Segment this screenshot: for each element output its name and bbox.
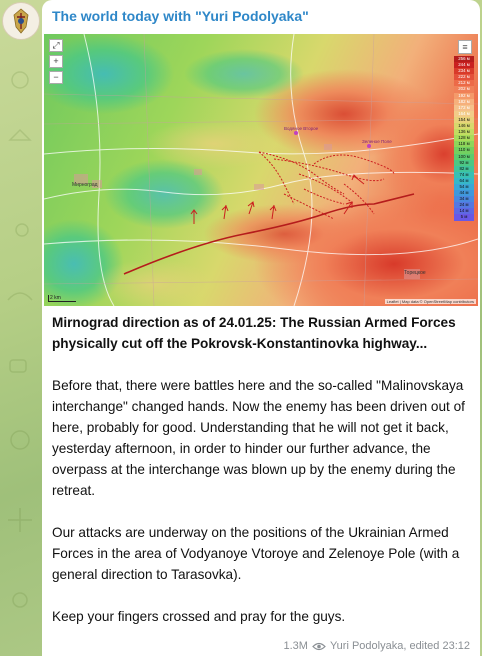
map-label-mirnograd: Мирноград (72, 182, 98, 188)
legend-row: 118 м (454, 141, 474, 147)
post-paragraph-1: Before that, there were battles here and the so-called "Malinovskaya interchange" changed hands. Now the enemy has been driven out of here, probably for good. Understanding that he will not get it back, yesterday afternoon, in order to hinder our further advance, the overpass at the interchange was blown up by the enemy during the retreat. (52, 378, 465, 498)
coat-of-arms-icon (3, 3, 39, 39)
map-attribution[interactable]: Leaflet | Map data © OpenStreetMap contributors (386, 299, 474, 304)
legend-row: 192 м (454, 93, 474, 99)
legend-row: 136 м (454, 129, 474, 135)
channel-name[interactable]: The world today with "Yuri Podolyaka" (52, 8, 309, 24)
legend-row: 64 м (454, 178, 474, 184)
map-scale: 2 km (48, 295, 76, 302)
legend-row: 164 м (454, 111, 474, 117)
legend-row: 128 м (454, 135, 474, 141)
legend-row: 212 м (454, 80, 474, 86)
legend-row: 244 м (454, 62, 474, 68)
legend-row: 234 м (454, 68, 474, 74)
layers-icon[interactable]: ≡ (458, 40, 472, 54)
legend-row: 256 м (454, 56, 474, 62)
legend-row: 172 м (454, 105, 474, 111)
legend-row: 5 м (454, 214, 474, 220)
elevation-legend (454, 56, 474, 221)
map-label-town-2: Зеленое Поле (362, 139, 392, 144)
message-meta (283, 640, 470, 652)
legend-row: 74 м (454, 172, 474, 178)
legend-row: 34 м (454, 196, 474, 202)
legend-row: 222 м (454, 74, 474, 80)
author-and-time: Yuri Podolyaka, edited 23:12 (329, 640, 470, 652)
legend-row: 202 м (454, 86, 474, 92)
post-body (52, 312, 472, 648)
post-headline: Mirnograd direction as of 24.01.25: The Russian Armed Forces physically cut off the Pokrovsk-Konstantinovka highway... (52, 315, 456, 351)
legend-row: 14 м (454, 208, 474, 214)
legend-row: 82 м (454, 166, 474, 172)
view-count: 1.3M (283, 640, 308, 652)
map-label-town-1: Водяное Второе (284, 126, 319, 131)
legend-row: 110 м (454, 147, 474, 153)
post-paragraph-2: Our attacks are underway on the positions of the Ukrainian Armed Forces in the area of Vodyanoye Vtoroye and Zelenoye Pole (with a general direction to Tarasovka). (52, 525, 460, 582)
fullscreen-button[interactable]: ⤢ (49, 39, 63, 52)
zoom-out-button[interactable]: − (49, 71, 63, 84)
legend-row: 100 м (454, 154, 474, 160)
zoom-in-button[interactable]: + (49, 55, 63, 68)
map-image[interactable] (44, 34, 478, 306)
legend-row: 182 м (454, 99, 474, 105)
channel-avatar[interactable] (2, 2, 40, 40)
elevation-map (44, 34, 478, 306)
post-paragraph-3: Keep your fingers crossed and pray for the guys. (52, 609, 346, 624)
map-label-south: Торецкое (404, 270, 426, 276)
legend-row: 44 м (454, 190, 474, 196)
legend-row: 154 м (454, 117, 474, 123)
legend-row: 146 м (454, 123, 474, 129)
map-zoom-controls (49, 39, 63, 87)
legend-row: 54 м (454, 184, 474, 190)
message-bubble (42, 0, 480, 656)
legend-row: 92 м (454, 160, 474, 166)
legend-row: 24 м (454, 202, 474, 208)
eye-icon (312, 642, 326, 651)
